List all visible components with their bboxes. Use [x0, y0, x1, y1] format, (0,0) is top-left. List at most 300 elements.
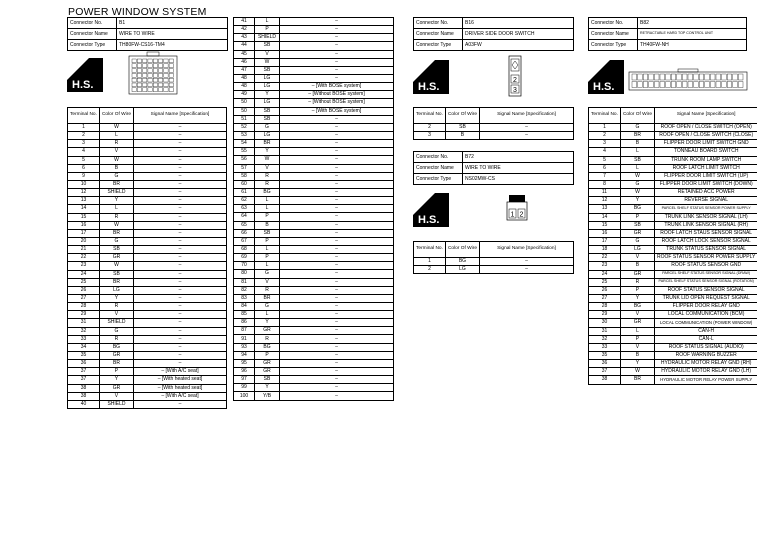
table-row: [68, 384, 227, 392]
signal-name-cell: –: [280, 384, 394, 392]
terminal-no-cell: 10: [68, 180, 100, 188]
terminal-no-cell: 6: [68, 164, 100, 172]
b16-connector-name: DRIVER SIDE DOOR SWITCH: [463, 29, 574, 40]
wire-color-cell: V: [620, 254, 654, 262]
table-row: [234, 180, 394, 188]
wire-color-cell: L: [620, 148, 654, 156]
table-row: [68, 327, 227, 335]
terminal-no-cell: 53: [234, 131, 255, 139]
terminal-no-cell: 3: [68, 140, 100, 148]
wire-color-cell: B: [620, 351, 654, 359]
wire-color-cell: SHIELD: [255, 34, 280, 42]
terminal-no-cell: 69: [234, 254, 255, 262]
table-row: [68, 221, 227, 229]
table-row: [234, 343, 394, 351]
terminal-no-cell: 37: [68, 368, 100, 376]
signal-name-cell: –: [134, 140, 227, 148]
signal-name-cell: –: [280, 140, 394, 148]
b72-connector-type: NS02MW-CS: [463, 174, 574, 185]
table-row: [68, 124, 227, 132]
terminal-no-cell: 84: [234, 302, 255, 310]
table-row: [234, 58, 394, 66]
wire-color-cell: Y: [255, 91, 280, 99]
terminal-no-cell: 17: [589, 237, 621, 245]
signal-name-cell: FLIPPER DOOR RELAY GND: [655, 303, 757, 311]
wire-color-cell: SB: [255, 229, 280, 237]
signal-name-cell: –: [280, 131, 394, 139]
signal-name-cell: PARCEL SHELF STATUS SENSOR SIGNAL (DRAW): [655, 270, 757, 278]
table-row: [234, 131, 394, 139]
signal-name-cell: –: [280, 34, 394, 42]
wire-color-cell: W: [620, 189, 654, 197]
signal-name-cell: TRUNK ROOM LAMP SWITCH: [655, 156, 757, 164]
terminal-no-cell: 81: [234, 278, 255, 286]
terminal-no-cell: 14: [589, 213, 621, 221]
wire-color-cell: LG: [445, 266, 479, 274]
table-row: [414, 132, 574, 140]
wire-color-cell: B: [620, 262, 654, 270]
wire-color-cell: BG: [445, 258, 479, 266]
terminal-no-cell: 43: [234, 34, 255, 42]
wire-color-cell: B: [255, 221, 280, 229]
signal-name-cell: –: [280, 164, 394, 172]
terminal-no-cell: 48: [234, 74, 255, 82]
terminal-no-cell: 4: [589, 148, 621, 156]
signal-name-cell: TRUNK LINK SENSOR SIGNAL (LH): [655, 213, 757, 221]
terminal-no-cell: 22: [68, 254, 100, 262]
terminal-no-cell: 62: [234, 197, 255, 205]
wire-color-cell: GR: [99, 254, 133, 262]
signal-name-cell: ROOF STATUS SIGNAL (AUDIO): [655, 343, 757, 351]
terminal-no-cell: 29: [589, 311, 621, 319]
table-row: [234, 115, 394, 123]
color-of-wire-header: Color Of Wire: [445, 242, 479, 258]
terminal-no-cell: 80: [234, 270, 255, 278]
terminal-no-cell: 94: [234, 351, 255, 359]
table-row: [68, 303, 227, 311]
hs-logo-icon: [413, 60, 449, 94]
wire-color-cell: Y: [620, 360, 654, 368]
table-row: [68, 156, 227, 164]
signal-name-cell: –: [280, 392, 394, 400]
signal-name-cell: –: [134, 189, 227, 197]
signal-name-cell: –: [134, 148, 227, 156]
wire-color-cell: BR: [620, 132, 654, 140]
wire-color-cell: SHIELD: [99, 400, 133, 408]
terminal-no-cell: 22: [589, 254, 621, 262]
table-row: [589, 140, 757, 148]
terminal-no-cell: 47: [234, 66, 255, 74]
terminal-no-cell: 2: [414, 124, 446, 132]
terminal-no-cell: 30: [589, 319, 621, 327]
wire-color-cell: BR: [255, 140, 280, 148]
table-row: [68, 180, 227, 188]
wire-color-cell: GR: [99, 351, 133, 359]
wire-color-cell: SB: [255, 115, 280, 123]
signal-name-header: Signal Name [Specification]: [134, 108, 227, 124]
terminal-no-cell: 15: [68, 213, 100, 221]
terminal-no-cell: 1: [68, 124, 100, 132]
table-row: [589, 286, 757, 294]
table-row: [589, 205, 757, 213]
table-row: [68, 376, 227, 384]
terminal-no-cell: 7: [589, 172, 621, 180]
table-row: [234, 123, 394, 131]
b72-connector-no: B72: [463, 152, 574, 163]
table-row: [234, 351, 394, 359]
signal-name-cell: – [Without BOSE system]: [280, 99, 394, 107]
terminal-no-cell: 50: [234, 99, 255, 107]
terminal-no-cell: 32: [68, 327, 100, 335]
connector-type-label: Connector Type: [589, 40, 638, 51]
table-row: [589, 132, 757, 140]
terminal-no-cell: 93: [234, 343, 255, 351]
table-row: [68, 270, 227, 278]
signal-name-cell: –: [134, 351, 227, 359]
terminal-no-cell: 23: [68, 262, 100, 270]
signal-name-cell: –: [280, 18, 394, 26]
terminal-no-cell: 12: [68, 189, 100, 197]
wire-color-cell: G: [99, 327, 133, 335]
wire-color-cell: V: [255, 50, 280, 58]
wire-color-cell: Y: [255, 384, 280, 392]
table-row: [234, 74, 394, 82]
terminal-no-cell: 60: [234, 180, 255, 188]
b1-pin-table-left: [67, 107, 227, 409]
table-row: [234, 107, 394, 115]
connector-name-label: Connector Name: [68, 29, 117, 40]
wire-color-cell: V: [255, 278, 280, 286]
wire-color-cell: L: [255, 205, 280, 213]
terminal-no-cell: 23: [589, 262, 621, 270]
wire-color-cell: BR: [620, 376, 654, 384]
page-title: POWER WINDOW SYSTEM: [68, 6, 207, 18]
table-row: [234, 392, 394, 400]
signal-name-cell: –: [280, 172, 394, 180]
signal-name-cell: –: [134, 229, 227, 237]
table-row: [589, 343, 757, 351]
terminal-no-cell: 95: [234, 359, 255, 367]
b72-pin-label: 2: [519, 211, 524, 219]
signal-name-cell: –: [134, 246, 227, 254]
b1-connector-name: WIRE TO WIRE: [117, 29, 228, 40]
terminal-no-cell: 48: [234, 83, 255, 91]
wire-color-cell: GR: [620, 319, 654, 327]
signal-name-cell: –: [134, 343, 227, 351]
signal-name-cell: –: [134, 213, 227, 221]
table-row: [589, 254, 757, 262]
terminal-no-cell: 2: [589, 132, 621, 140]
table-row: [589, 327, 757, 335]
b72-connector-diagram: [505, 193, 529, 223]
signal-name-cell: – [Without BOSE system]: [280, 91, 394, 99]
color-of-wire-header: Color Of Wire: [620, 108, 654, 124]
terminal-no-cell: 36: [68, 360, 100, 368]
wire-color-cell: GR: [255, 327, 280, 335]
connector-no-label: Connector No.: [414, 18, 463, 29]
signal-name-cell: PARCEL SHELF STATUS SENSOR POWER SUPPLY: [655, 205, 757, 213]
signal-name-cell: –: [280, 270, 394, 278]
table-row: [234, 245, 394, 253]
table-row: [589, 156, 757, 164]
signal-name-cell: ROOF WARNING BUZZER: [655, 351, 757, 359]
terminal-no-cell: 38: [68, 384, 100, 392]
wire-color-cell: P: [255, 254, 280, 262]
terminal-no-cell: 25: [68, 278, 100, 286]
table-row: [234, 311, 394, 319]
signal-name-cell: –: [280, 197, 394, 205]
table-row: [234, 335, 394, 343]
b72-pin-table: [413, 241, 574, 274]
table-row: [68, 286, 227, 294]
terminal-no-cell: 21: [68, 246, 100, 254]
signal-name-cell: –: [134, 172, 227, 180]
signal-name-cell: –: [134, 164, 227, 172]
wire-color-cell: V: [620, 343, 654, 351]
table-row: [68, 343, 227, 351]
signal-name-cell: –: [280, 74, 394, 82]
terminal-no-cell: 13: [68, 197, 100, 205]
table-row: [234, 164, 394, 172]
signal-name-cell: –: [280, 278, 394, 286]
wire-color-cell: L: [255, 262, 280, 270]
signal-name-cell: –: [280, 26, 394, 34]
signal-name-cell: –: [134, 311, 227, 319]
connector-type-label: Connector Type: [414, 40, 463, 51]
terminal-no-cell: 91: [234, 335, 255, 343]
wire-color-cell: G: [99, 172, 133, 180]
signal-name-cell: – [With heated seat]: [134, 376, 227, 384]
table-row: [234, 42, 394, 50]
signal-name-cell: –: [280, 229, 394, 237]
b16-info-table: [413, 17, 574, 51]
signal-name-cell: –: [134, 262, 227, 270]
terminal-no-cell: 13: [589, 205, 621, 213]
terminal-no-header: Terminal No.: [68, 108, 100, 124]
wire-color-cell: BG: [255, 343, 280, 351]
signal-name-cell: PARCEL SHELF STATUS SENSOR SIGNAL (ROTATION): [655, 278, 757, 286]
table-row: [234, 237, 394, 245]
wire-color-cell: SB: [99, 270, 133, 278]
table-row: [589, 180, 757, 188]
terminal-no-cell: 96: [234, 368, 255, 376]
terminal-no-cell: 35: [589, 351, 621, 359]
wire-color-cell: SB: [255, 42, 280, 50]
signal-name-cell: –: [280, 376, 394, 384]
terminal-no-cell: 31: [68, 319, 100, 327]
terminal-no-cell: 27: [68, 294, 100, 302]
wire-color-cell: SB: [255, 66, 280, 74]
terminal-no-cell: 16: [589, 229, 621, 237]
table-row: [68, 229, 227, 237]
signal-name-cell: TRUNK STATUS SENSOR SIGNAL: [655, 246, 757, 254]
b1-pin-table-right: [233, 17, 394, 401]
signal-name-cell: RETAINED ACC POWER: [655, 189, 757, 197]
terminal-no-cell: 86: [234, 319, 255, 327]
wire-color-cell: Y: [620, 294, 654, 302]
wire-color-cell: BG: [255, 188, 280, 196]
signal-name-cell: –: [280, 311, 394, 319]
wire-color-cell: R: [99, 335, 133, 343]
signal-name-cell: –: [280, 254, 394, 262]
wire-color-cell: B: [99, 164, 133, 172]
signal-name-cell: –: [280, 319, 394, 327]
signal-name-cell: ROOF LATCH LIMIT SWITCH: [655, 164, 757, 172]
table-row: [68, 311, 227, 319]
table-row: [234, 376, 394, 384]
table-row: [68, 368, 227, 376]
table-row: [68, 140, 227, 148]
wire-color-cell: G: [620, 124, 654, 132]
terminal-no-cell: 27: [589, 294, 621, 302]
table-row: [68, 132, 227, 140]
wire-color-cell: R: [99, 303, 133, 311]
wire-color-cell: SB: [255, 107, 280, 115]
signal-name-cell: –: [134, 197, 227, 205]
signal-name-cell: –: [134, 294, 227, 302]
signal-name-cell: –: [134, 286, 227, 294]
terminal-no-cell: 1: [589, 124, 621, 132]
signal-name-cell: TONNEAU BOARD SWITCH: [655, 148, 757, 156]
wire-color-cell: R: [99, 140, 133, 148]
table-row: [589, 278, 757, 286]
b16-pin-label: 3: [513, 87, 517, 94]
terminal-no-cell: 44: [234, 42, 255, 50]
table-row: [68, 278, 227, 286]
signal-name-cell: –: [134, 221, 227, 229]
table-row: [68, 246, 227, 254]
wire-color-cell: Y: [620, 197, 654, 205]
signal-name-cell: –: [134, 124, 227, 132]
wire-color-cell: GR: [620, 229, 654, 237]
wire-color-cell: SB: [445, 124, 479, 132]
table-row: [589, 189, 757, 197]
terminal-no-cell: 33: [589, 343, 621, 351]
signal-name-cell: –: [280, 343, 394, 351]
signal-name-cell: –: [280, 245, 394, 253]
table-row: [234, 254, 394, 262]
terminal-no-cell: 3: [589, 140, 621, 148]
table-row: [234, 197, 394, 205]
terminal-no-cell: 8: [589, 180, 621, 188]
color-of-wire-header: Color Of Wire: [99, 108, 133, 124]
connector-name-label: Connector Name: [414, 163, 463, 174]
b1-connector-type: TH80FW-CS16-TM4: [117, 40, 228, 51]
terminal-no-cell: 17: [68, 229, 100, 237]
wire-color-cell: B: [445, 132, 479, 140]
terminal-no-header: Terminal No.: [414, 108, 446, 124]
terminal-no-cell: 34: [68, 343, 100, 351]
wire-color-cell: W: [99, 262, 133, 270]
table-row: [234, 270, 394, 278]
signal-name-cell: HYDRAULIC MOTOR RELAY POWER SUPPLY: [655, 376, 757, 384]
wire-color-cell: B: [620, 140, 654, 148]
terminal-no-cell: 40: [68, 400, 100, 408]
terminal-no-cell: 57: [234, 164, 255, 172]
wire-color-cell: GR: [255, 359, 280, 367]
table-row: [589, 237, 757, 245]
hs-label: H.S.: [418, 81, 440, 93]
wire-color-cell: LG: [620, 246, 654, 254]
signal-name-header: Signal Name [Specification]: [480, 108, 574, 124]
wire-color-cell: SB: [620, 156, 654, 164]
signal-name-cell: –: [280, 351, 394, 359]
signal-name-cell: –: [280, 335, 394, 343]
terminal-no-cell: 36: [589, 360, 621, 368]
signal-name-cell: –: [280, 359, 394, 367]
wire-color-cell: L: [255, 245, 280, 253]
table-row: [234, 278, 394, 286]
table-row: [68, 335, 227, 343]
wire-color-cell: BR: [99, 229, 133, 237]
terminal-no-cell: 65: [234, 221, 255, 229]
signal-name-cell: HYDRAULIC MOTOR RELAY GND (RH): [655, 360, 757, 368]
table-row: [589, 213, 757, 221]
signal-name-cell: ROOF STATUS SENSOR GND: [655, 262, 757, 270]
terminal-no-cell: 87: [234, 327, 255, 335]
wire-color-cell: G: [620, 237, 654, 245]
table-row: [589, 246, 757, 254]
table-row: [589, 172, 757, 180]
signal-name-cell: –: [280, 294, 394, 302]
table-row: [234, 66, 394, 74]
signal-name-cell: LOCAL COMMUNICATION (POWER WINDOW): [655, 319, 757, 327]
wire-color-cell: G: [99, 237, 133, 245]
signal-name-cell: –: [280, 368, 394, 376]
table-row: [234, 327, 394, 335]
table-row: [589, 319, 757, 327]
terminal-no-cell: 38: [589, 376, 621, 384]
wire-color-cell: SB: [255, 376, 280, 384]
terminal-no-cell: 12: [589, 197, 621, 205]
b1-connector-no: B1: [117, 18, 228, 29]
table-row: [68, 197, 227, 205]
table-row: [234, 368, 394, 376]
signal-name-cell: – [With BOSE system]: [280, 107, 394, 115]
wire-color-cell: P: [620, 213, 654, 221]
signal-name-cell: –: [280, 237, 394, 245]
wire-color-cell: Y: [99, 197, 133, 205]
terminal-no-cell: 31: [589, 327, 621, 335]
table-row: [589, 311, 757, 319]
signal-name-cell: –: [134, 360, 227, 368]
b16-pin-table: [413, 107, 574, 140]
signal-name-cell: –: [134, 335, 227, 343]
signal-name-cell: –: [134, 237, 227, 245]
wire-color-cell: G: [255, 123, 280, 131]
table-row: [589, 303, 757, 311]
wire-color-cell: BR: [99, 180, 133, 188]
terminal-no-cell: 51: [234, 115, 255, 123]
terminal-no-cell: 85: [234, 311, 255, 319]
terminal-no-cell: 16: [68, 221, 100, 229]
table-row: [68, 360, 227, 368]
terminal-no-cell: 50: [234, 107, 255, 115]
wire-color-cell: W: [99, 156, 133, 164]
hs-logo-icon: [588, 60, 624, 94]
table-row: [234, 99, 394, 107]
signal-name-cell: –: [280, 58, 394, 66]
wire-color-cell: P: [255, 26, 280, 34]
terminal-no-cell: 58: [234, 172, 255, 180]
terminal-no-cell: 70: [234, 262, 255, 270]
wire-color-cell: GR: [99, 384, 133, 392]
terminal-no-cell: 20: [68, 237, 100, 245]
wire-color-cell: LG: [99, 286, 133, 294]
table-row: [68, 148, 227, 156]
wire-color-cell: R: [255, 172, 280, 180]
wire-color-cell: SB: [99, 246, 133, 254]
